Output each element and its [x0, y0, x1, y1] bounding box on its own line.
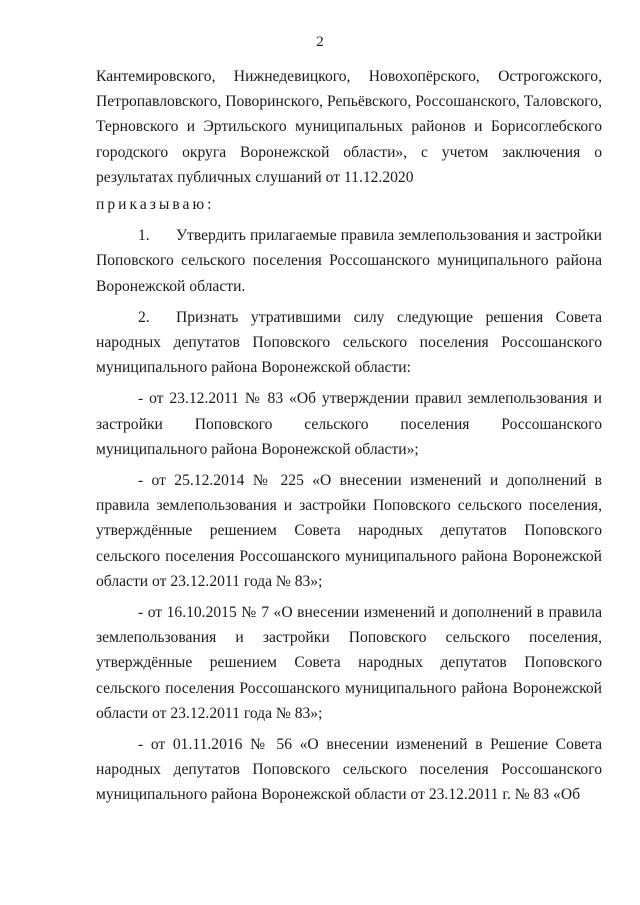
- sub-item-2: - от 25.12.2014 № 225 «О внесении изменений и дополнений в правила землепользования и застройки Поповского сельского поселения, утверждённые решением Совета народных депутатов Поповского сельского поселения Россошанского муниципального района Воронежской области от 23.12.2011 года № 83»;: [96, 472, 602, 590]
- list-item-2: [96, 305, 602, 381]
- list-item-1-number: 1.: [138, 227, 150, 245]
- sub-item-3: - от 16.10.2015 № 7 «О внесении изменений и дополнений в правила землепользования и застройки Поповского сельского поселения, утверждённые решением Совета народных депутатов Поповского сельского поселения Россошанского муниципального района Воронежской области от 23.12.2011 года № 83»;: [96, 604, 602, 722]
- paragraph-continuation: Кантемировского, Нижнедевицкого, Новохопёрского, Острогожского, Петропавловского, Поворинского, Репьёвского, Россошанского, Таловского, Терновского и Эртильского муниципальных районов и Борисоглебского городского округа Воронежской области», с учетом заключения о результатах публичных слушаний от 11.12.2020: [96, 68, 602, 186]
- list-item-1-text: Утвердить прилагаемые правила землепользования и застройки Поповского сельского поселения Россошанского муниципального района Воронежской области.: [96, 227, 602, 295]
- sub-item-1: - от 23.12.2011 № 83 «Об утверждении правил землепользования и застройки Поповского сельского поселения Россошанского муниципального района Воронежской области»;: [96, 390, 602, 458]
- document-body: [96, 64, 602, 808]
- order-word: приказываю:: [96, 196, 215, 214]
- page-number: 2: [316, 34, 324, 50]
- list-item-2-number: 2.: [138, 308, 150, 326]
- sub-item-4: - от 01.11.2016 № 56 «О внесении изменений в Решение Совета народных депутатов Поповского сельского поселения Россошанского муниципального района Воронежской области от 23.12.2011 г. № 83 «Об: [96, 736, 602, 804]
- list-item-2-text: Признать утратившими силу следующие решения Совета народных депутатов Поповского сельского поселения Россошанского муниципального района Воронежской области:: [96, 308, 602, 377]
- list-item-1: [96, 223, 602, 299]
